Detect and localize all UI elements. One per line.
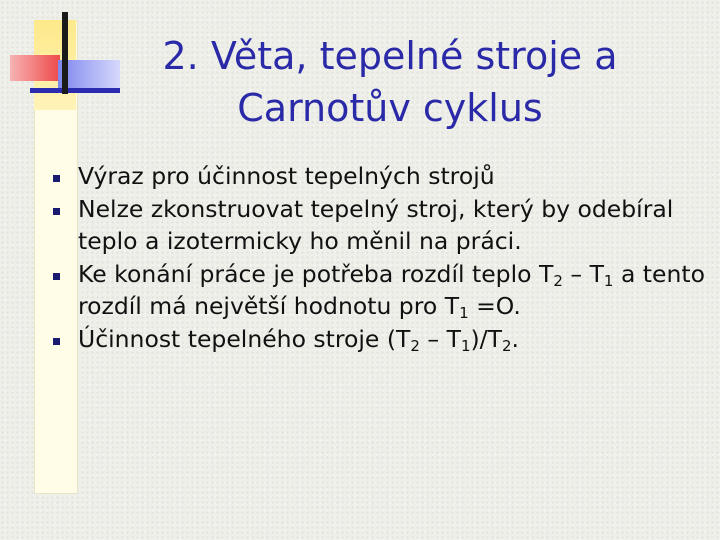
bullet-text-part: – T <box>419 324 461 353</box>
vertical-accent-line <box>62 12 68 94</box>
bullet-text-part: Ke konání práce je potřeba rozdíl teplo T <box>78 259 554 288</box>
bullet-item-3 <box>50 258 710 323</box>
horizontal-accent-line <box>30 88 120 93</box>
bullet-square-icon <box>53 208 60 215</box>
bullet-text-part: =O. <box>468 292 521 320</box>
bullet-text-part: a tento rozdíl má největší hodnotu pro T <box>78 259 705 320</box>
red-accent-block <box>10 55 60 81</box>
bullet-item-4 <box>50 323 710 356</box>
bullet-text-part: – T <box>562 259 604 288</box>
subscript: 2 <box>553 271 563 290</box>
slide-title-line-2: Carnotův cyklus <box>237 86 543 130</box>
slide-title-line-1: 2. Věta, tepelné stroje a <box>162 34 618 78</box>
bullet-square-icon <box>53 175 60 182</box>
subscript: 1 <box>459 304 469 322</box>
bullet-text-part: )/T <box>470 324 502 353</box>
subscript: 1 <box>603 271 614 290</box>
bullet-text: Nelze zkonstruovat tepelný stroj, který by odebíral teplo a izotermicky ho měnil na práci. <box>78 194 674 255</box>
subscript: 2 <box>501 336 512 355</box>
bullet-text-part: Účinnost tepelného stroje (T <box>78 324 411 353</box>
bullet-list <box>50 160 710 355</box>
bullet-text: Výraz pro účinnost tepelných strojů <box>78 162 495 190</box>
bullet-square-icon <box>53 338 60 345</box>
bullet-text-part: . <box>511 324 519 353</box>
subscript: 2 <box>410 336 420 355</box>
bullet-square-icon <box>53 273 60 280</box>
bullet-item-1 <box>50 160 710 193</box>
slide-title <box>130 30 650 134</box>
bullet-item-2 <box>50 193 710 258</box>
subscript: 1 <box>460 336 471 355</box>
